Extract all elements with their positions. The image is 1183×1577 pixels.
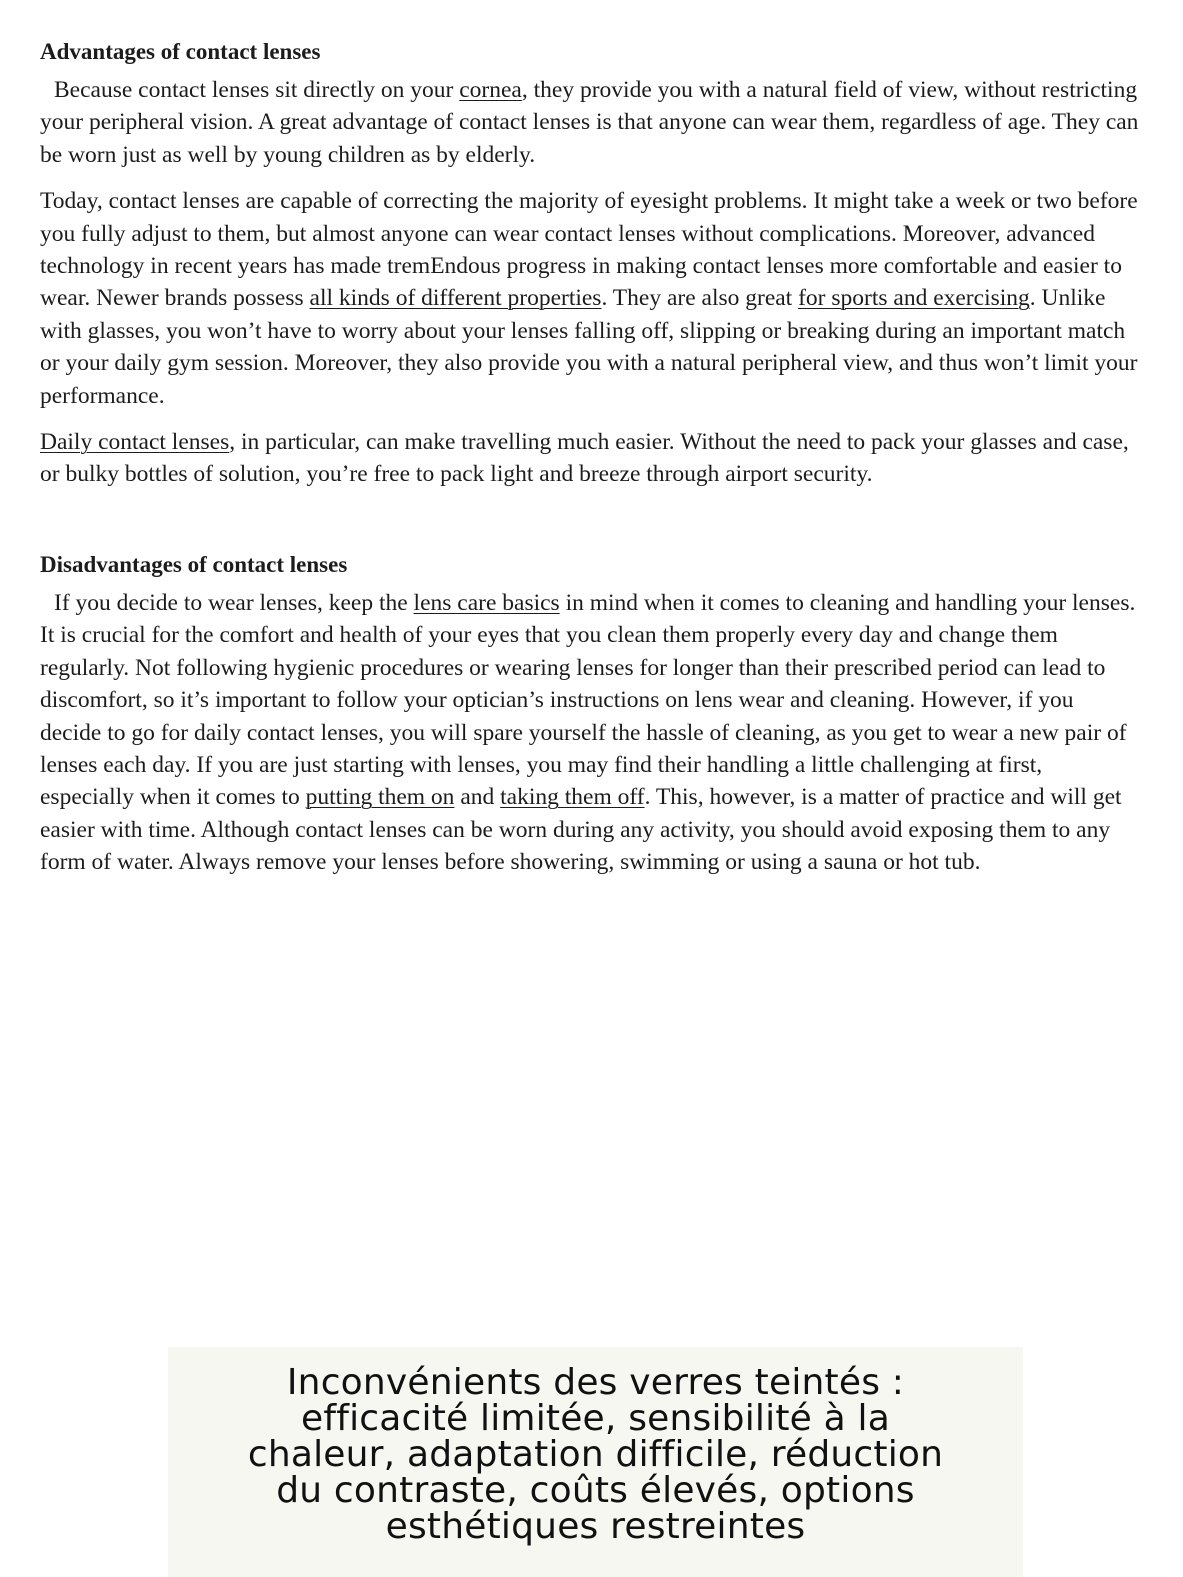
advantages-heading: Advantages of contact lenses	[40, 39, 321, 64]
caption-banner	[168, 1347, 1023, 1577]
advantages-p1-text-2: , they provide you with a natural field of view, without restricting your peripheral vision. A great advantage of contact lenses is that anyone can wear them, regardless of age. They can be worn just as well by young children as by elderly.	[40, 77, 1139, 168]
section-spacer	[40, 505, 1140, 549]
advantages-p3-text-1: , in particular, can make travelling much easier. Without the need to pack your glasses and case, or bulky bottles of solution, you’re free to pack light and breeze through airport security.	[40, 429, 1129, 488]
advantages-paragraph-2	[40, 185, 1140, 412]
advantages-paragraph-3	[40, 426, 1140, 491]
cornea-link[interactable]: cornea	[459, 77, 522, 103]
taking-off-link[interactable]: taking them off	[500, 784, 645, 811]
lens-care-link[interactable]: lens care basics	[413, 589, 560, 616]
sports-link[interactable]: for sports and exercising	[798, 285, 1030, 312]
disadvantages-heading: Disadvantages of contact lenses	[40, 551, 348, 577]
advantages-paragraph-1	[40, 74, 1140, 171]
advantages-p2-text-2: . They are also great	[601, 285, 799, 312]
putting-on-link[interactable]: putting them on	[305, 784, 455, 811]
disadvantages-p1-text-3: and	[454, 784, 501, 811]
disadvantages-p1-text-2: in mind when it comes to cleaning and handling your lenses. It is crucial for the comfort and health of your eyes that you clean them properly every day and change them regularly. Not following hygienic procedures or wearing lenses for longer than their prescribed period can lead to discomfort, so it’s important to follow your optician’s instructions on lens wear and cleaning. However, if you decide to go for daily contact lenses, you will spare yourself the hassle of cleaning, as you get to wear a new pair of lenses each day. If you are just starting with lenses, you may find their handling a little challenging at first, especially when it comes to	[40, 589, 1136, 811]
caption-text: Inconvénients des verres teintés : efficacité limitée, sensibilité à la chaleur, adaptation difficile, réduction du contraste, coûts élevés, options esthétiques restreintes	[247, 1362, 944, 1547]
advantages-p2-text-1: Today, contact lenses are capable of correcting the majority of eyesight problems. It might take a week or two before you fully adjust to them, but almost anyone can wear contact lenses without complications. Moreover, advanced technology in recent years has made tremEndous progress in making contact lenses more comfortable and easier to wear. Newer brands possess	[40, 188, 1138, 312]
disadvantages-paragraph-1	[40, 587, 1140, 879]
document-body	[40, 36, 1140, 893]
disadvantages-p1-text-4: . This, however, is a matter of practice and will get easier with time. Although contact lenses can be worn during any activity, you should avoid exposing them to any form of water. Always remove your lenses before showering, swimming or using a sauna or hot tub.	[40, 784, 1122, 876]
advantages-p2-text-3: . Unlike with glasses, you won’t have to worry about your lenses falling off, slipping or breaking during an important match or your daily gym session. Moreover, they also provide you with a natural peripheral view, and thus won’t limit your performance.	[40, 285, 1138, 409]
advantages-p1-text-1: Because contact lenses sit directly on your	[54, 77, 460, 103]
properties-link[interactable]: all kinds of different properties	[309, 285, 602, 312]
daily-lenses-link[interactable]: Daily contact lenses	[40, 429, 230, 456]
disadvantages-p1-text-1: If you decide to wear lenses, keep the	[54, 589, 414, 616]
